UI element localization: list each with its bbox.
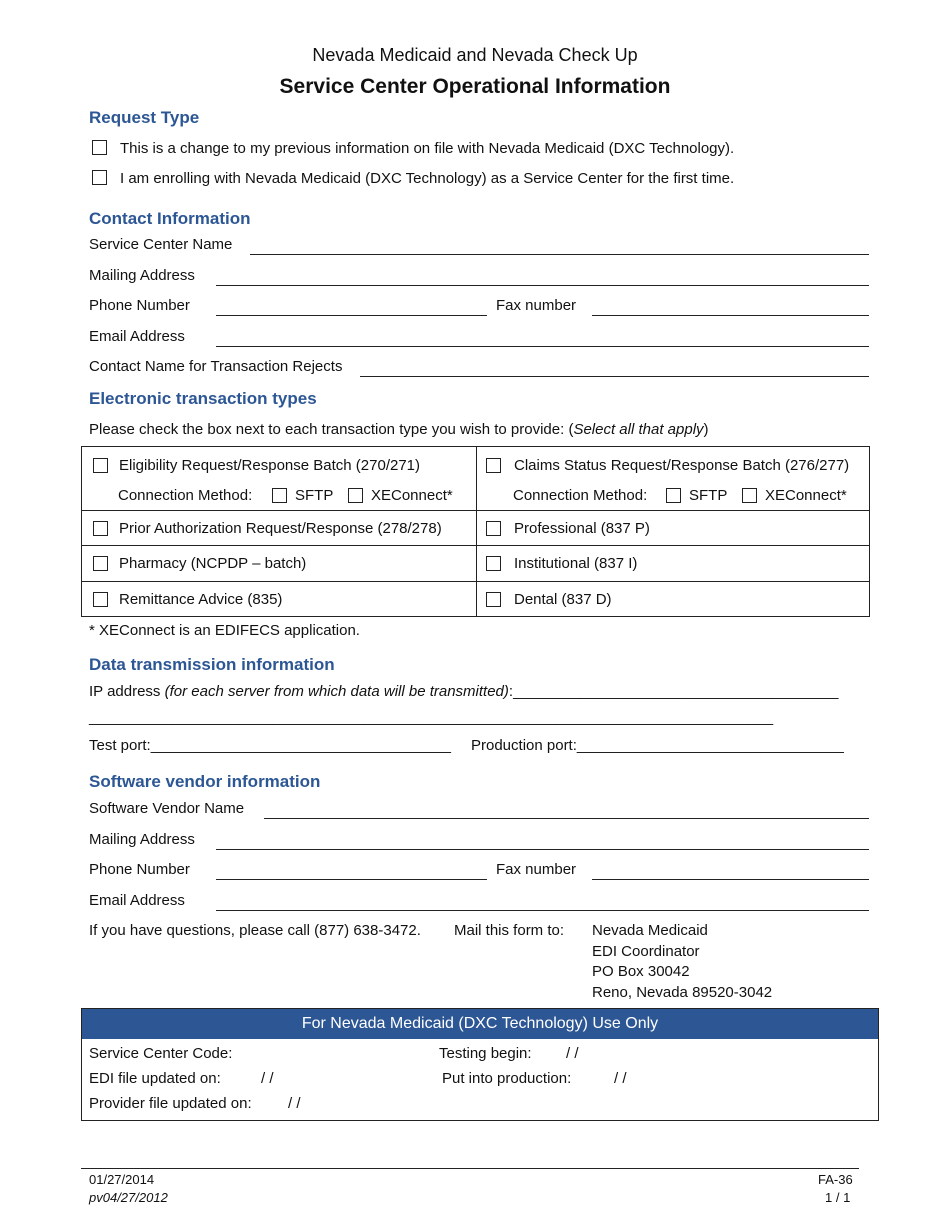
ip-label: IP address (89, 683, 165, 700)
test-port-field[interactable] (89, 737, 451, 754)
instruction-text: Please check the box next to each transaction type you wish to provide: ( (89, 421, 574, 438)
eligibility-sftp-checkbox[interactable] (272, 488, 287, 503)
edi-file-updated-label: EDI file updated on: (89, 1070, 221, 1087)
vendor-fax-field[interactable] (592, 879, 869, 880)
mail-address-line3: PO Box 30042 (592, 963, 690, 980)
ip-address-field[interactable] (89, 683, 838, 700)
footer-form-number: FA-36 (818, 1172, 853, 1187)
change-request-checkbox[interactable] (92, 140, 107, 155)
instruction-end: ) (703, 421, 709, 438)
claims-status-label: Claims Status Request/Response Batch (276/277) (514, 457, 850, 474)
form-subtitle: Nevada Medicaid and Nevada Check Up (312, 45, 638, 65)
ip-blank: :_______________________________________ (508, 683, 839, 700)
vendor-phone-field[interactable] (216, 879, 487, 880)
claims-status-cell (477, 447, 870, 511)
professional-checkbox[interactable] (486, 521, 501, 536)
phone-number-label: Phone Number (89, 297, 190, 314)
provider-file-updated-date[interactable]: / / (288, 1095, 301, 1112)
production-port-field[interactable]: Production port:________________________________ (471, 737, 844, 754)
institutional-label: Institutional (837 I) (514, 555, 638, 572)
professional-cell (477, 511, 870, 546)
provider-file-updated-label: Provider file updated on: (89, 1095, 252, 1112)
testing-begin-label: Testing begin: (439, 1045, 532, 1062)
footer-divider (81, 1168, 859, 1169)
change-request-label: This is a change to my previous information on file with Nevada Medicaid (DXC Technology). (120, 140, 735, 157)
mailing-address-label: Mailing Address (89, 267, 195, 284)
remittance-checkbox[interactable] (93, 592, 108, 607)
institutional-checkbox[interactable] (486, 556, 501, 571)
prior-auth-checkbox[interactable] (93, 521, 108, 536)
data-transmission-heading: Data transmission information (89, 655, 335, 674)
remittance-cell (82, 582, 477, 617)
questions-text: If you have questions, please call (877) 638-3472. (89, 922, 421, 939)
email-address-label: Email Address (89, 328, 185, 345)
production-date[interactable]: / / (614, 1070, 627, 1087)
claims-status-checkbox[interactable] (486, 458, 501, 473)
professional-label: Professional (837 P) (514, 520, 650, 537)
fax-number-field[interactable] (592, 315, 869, 316)
prior-auth-cell (82, 511, 477, 546)
ip-address-continuation-field[interactable]: __________________________________________________________________________________ (89, 709, 774, 726)
vendor-name-field[interactable] (264, 818, 869, 819)
instruction-italic: Select all that apply (573, 421, 704, 438)
mail-label: Mail this form to: (454, 922, 565, 939)
pharmacy-checkbox[interactable] (93, 556, 108, 571)
ip-label-italic: (for each server from which data will be transmitted) (164, 683, 509, 700)
rejects-contact-field[interactable] (360, 376, 869, 377)
eligibility-xeconnect-checkbox[interactable] (348, 488, 363, 503)
dental-checkbox[interactable] (486, 592, 501, 607)
vendor-phone-label: Phone Number (89, 861, 190, 878)
new-enrollment-label: I am enrolling with Nevada Medicaid (DXC Technology) as a Service Center for the first time. (120, 170, 735, 187)
mail-address-line1: Nevada Medicaid (592, 922, 708, 939)
prior-auth-label: Prior Authorization Request/Response (278/278) (119, 520, 442, 537)
eligibility-label: Eligibility Request/Response Batch (270/271) (119, 457, 421, 474)
footer-date: 01/27/2014 (89, 1172, 155, 1187)
eligibility-xeconnect-label: XEConnect* (371, 487, 453, 504)
dental-label: Dental (837 D) (514, 591, 612, 608)
mail-address-line2: EDI Coordinator (592, 943, 700, 960)
claims-sftp-label: SFTP (689, 487, 728, 504)
eligibility-cell (82, 447, 477, 511)
edi-file-updated-date[interactable]: / / (261, 1070, 274, 1087)
fax-number-label: Fax number (496, 297, 577, 314)
mailing-address-field[interactable] (216, 285, 869, 286)
test-port-label: Test port:___________________________________ (89, 737, 443, 754)
testing-begin-date[interactable]: / / (566, 1045, 579, 1062)
vendor-email-field[interactable] (216, 910, 869, 911)
page-title: Service Center Operational Information (279, 75, 671, 98)
email-address-field[interactable] (216, 346, 869, 347)
pharmacy-label: Pharmacy (NCPDP – batch) (119, 555, 307, 572)
request-type-heading: Request Type (89, 108, 200, 127)
claims-xeconnect-label: XEConnect* (765, 487, 847, 504)
claims-xeconnect-checkbox[interactable] (742, 488, 757, 503)
eligibility-connection-label: Connection Method: (118, 487, 253, 504)
vendor-name-label: Software Vendor Name (89, 800, 245, 817)
pharmacy-cell (82, 546, 477, 582)
footer-page-number: 1 / 1 (825, 1190, 851, 1205)
service-center-code-label: Service Center Code: (89, 1045, 233, 1062)
claims-sftp-checkbox[interactable] (666, 488, 681, 503)
remittance-label: Remittance Advice (835) (119, 591, 283, 608)
test-port-tail: _ (442, 737, 452, 754)
vendor-fax-label: Fax number (496, 861, 577, 878)
mail-address-line4: Reno, Nevada 89520-3042 (592, 984, 773, 1001)
eligibility-sftp-label: SFTP (295, 487, 334, 504)
software-vendor-heading: Software vendor information (89, 772, 321, 791)
footer-previous-version: pv04/27/2012 (89, 1190, 168, 1205)
service-center-name-field[interactable] (250, 254, 869, 255)
institutional-cell (477, 546, 870, 582)
vendor-email-label: Email Address (89, 892, 185, 909)
new-enrollment-checkbox[interactable] (92, 170, 107, 185)
vendor-mailing-address-field[interactable] (216, 849, 869, 850)
xeconnect-footnote: * XEConnect is an EDIFECS application. (89, 622, 360, 639)
contact-info-heading: Contact Information (89, 209, 251, 228)
eligibility-checkbox[interactable] (93, 458, 108, 473)
phone-number-field[interactable] (216, 315, 487, 316)
vendor-mailing-address-label: Mailing Address (89, 831, 195, 848)
transaction-types-table (81, 446, 870, 617)
dental-cell (477, 582, 870, 617)
rejects-contact-label: Contact Name for Transaction Rejects (89, 358, 343, 375)
put-into-production-label: Put into production: (442, 1070, 572, 1087)
claims-connection-label: Connection Method: (513, 487, 648, 504)
transaction-instruction (89, 421, 709, 438)
transaction-types-heading: Electronic transaction types (89, 389, 317, 408)
office-use-title: For Nevada Medicaid (DXC Technology) Use Only (82, 1009, 878, 1039)
service-center-name-label: Service Center Name (89, 236, 233, 253)
